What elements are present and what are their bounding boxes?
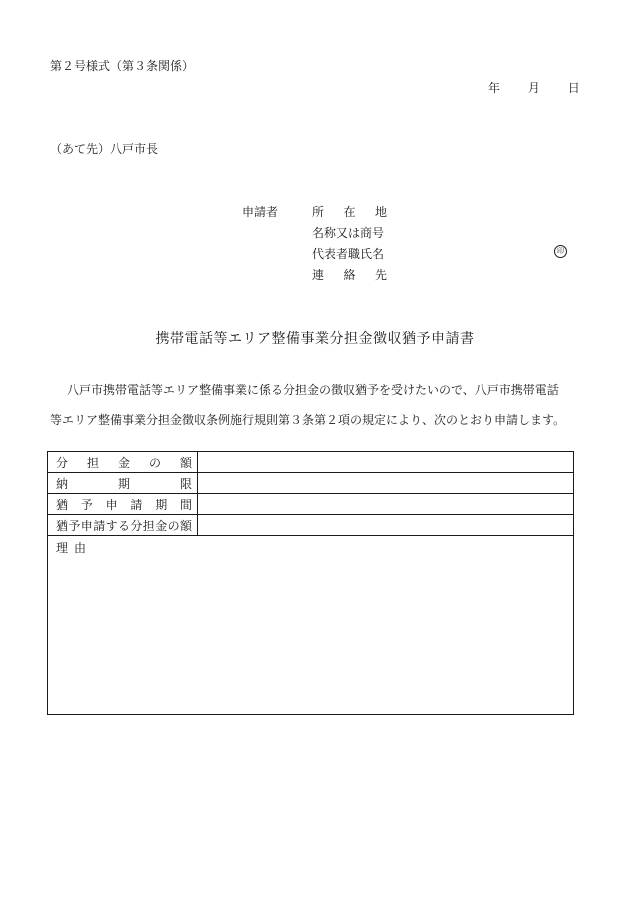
applicant-contact-label	[312, 266, 387, 283]
row-label-amount	[48, 452, 198, 473]
row-value-period[interactable]	[198, 494, 574, 515]
body-text-line-2: 等エリア整備事業分担金徴収条例施行規則第３条第２項の規定により、次のとおり申請します。	[50, 413, 566, 427]
row-label-period-text: 猶予申請期間	[56, 497, 192, 512]
applicant-representative-label: 代表者職氏名	[312, 247, 385, 261]
row-value-deadline[interactable]	[198, 473, 574, 494]
application-table	[47, 451, 574, 715]
row-label-deferred-amount	[48, 515, 198, 536]
row-label-deadline-text: 納期限	[56, 476, 192, 491]
table-row	[48, 452, 574, 473]
table-row	[48, 494, 574, 515]
reason-label: 理由	[56, 541, 86, 555]
row-label-amount-text: 分担金の額	[56, 455, 192, 470]
date-month: 月	[527, 81, 540, 95]
applicant-address-label	[312, 203, 387, 220]
date-row	[488, 79, 580, 96]
row-label-deadline	[48, 473, 198, 494]
addressee: （あて先）八戸市長	[50, 142, 159, 156]
document-title: 携帯電話等エリア整備事業分担金徴収猶予申請書	[155, 331, 475, 347]
applicant-contact-text: 連絡先	[312, 268, 387, 282]
applicant-name-label: 名称又は商号	[312, 226, 385, 240]
reason-cell[interactable]	[48, 536, 574, 715]
row-label-period	[48, 494, 198, 515]
table-row	[48, 536, 574, 715]
table-row	[48, 473, 574, 494]
date-year: 年	[488, 81, 501, 95]
form-number: 第２号様式（第３条関係）	[50, 59, 195, 73]
row-value-amount[interactable]	[198, 452, 574, 473]
table-row	[48, 515, 574, 536]
applicant-label: 申請者	[242, 205, 279, 219]
seal-mark: 印	[554, 245, 567, 258]
row-value-deferred-amount[interactable]	[198, 515, 574, 536]
applicant-address-text: 所在地	[312, 205, 387, 219]
date-day: 日	[567, 81, 580, 95]
row-label-deferred-amount-text: 猶予申請する分担金の額	[56, 518, 192, 533]
body-text-line-1: 八戸市携帯電話等エリア整備事業に係る分担金の徴収猶予を受けたいので、八戸市携帯電話	[67, 383, 559, 397]
